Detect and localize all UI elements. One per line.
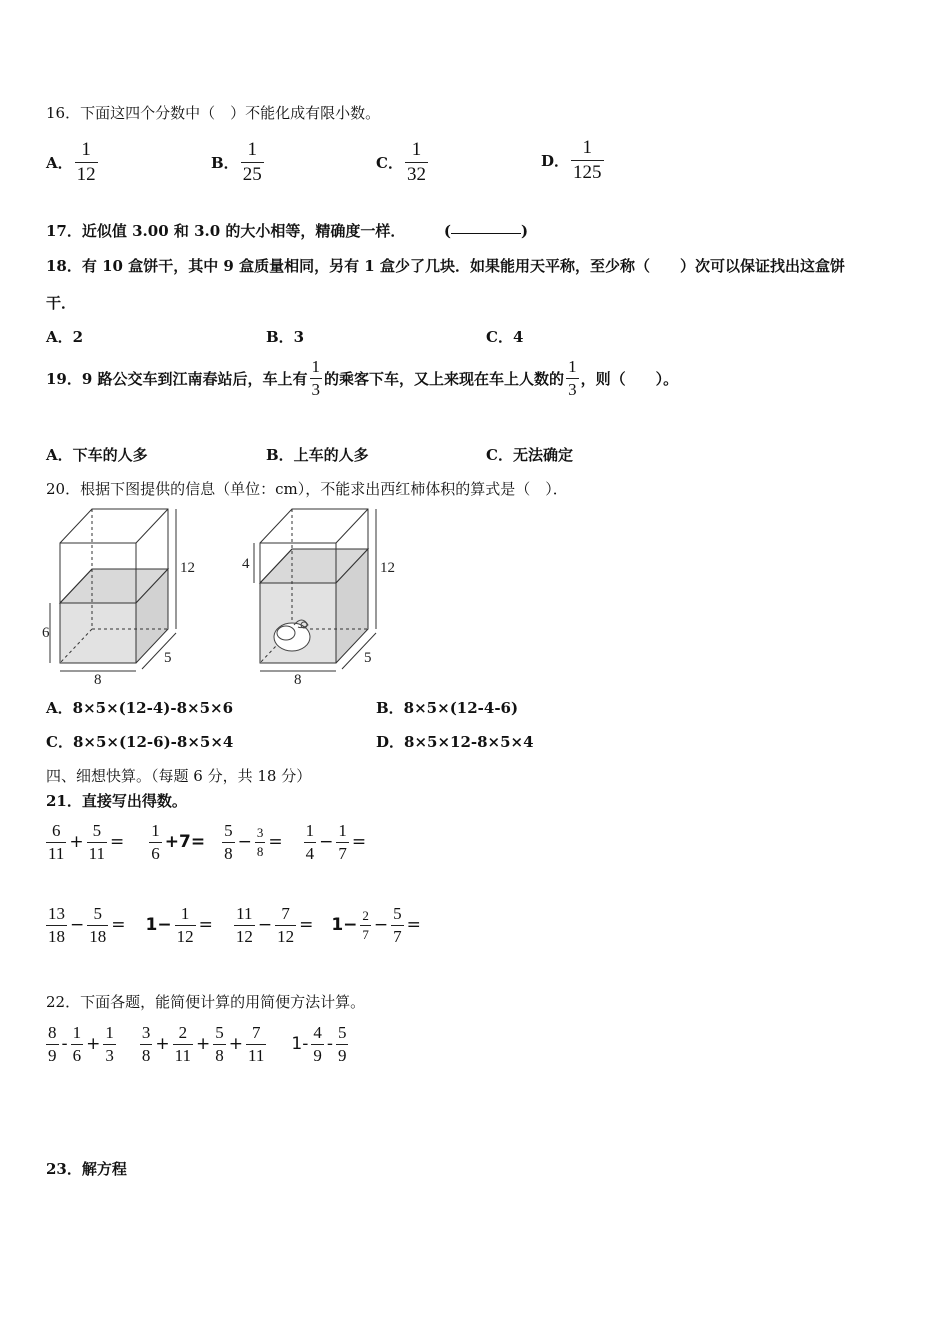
- section4-title: 四、细想快算。（每题 6 分，共 18 分）: [46, 767, 312, 785]
- q20-option-b: B．8×5×(12-4-6): [376, 699, 519, 717]
- q19-option-c: C．无法确定: [486, 446, 573, 464]
- q19-fraction-1: $\frac{1}{3}$: [311, 357, 321, 399]
- q16-option-d: D． $\frac{1}{125}$: [541, 137, 602, 183]
- q16-stem: 16．下面这四个分数中（ ）不能化成有限小数。: [46, 104, 381, 122]
- q20-figure-container-water: [40, 505, 240, 685]
- q18-option-c: C．4: [486, 328, 524, 346]
- q21-stem: 21．直接写出得数。: [46, 792, 187, 810]
- q18-stem-line2: 干．: [46, 294, 77, 312]
- q20-option-c: C．8×5×(12-6)-8×5×4: [46, 733, 234, 751]
- fig2-length-label: 8: [294, 672, 302, 685]
- q20-option-a: A．8×5×(12-4)-8×5×6: [46, 699, 234, 717]
- q22-expressions: $\frac{8}{9}$ - $\frac{1}{6}$ + $\frac{1}{3}$ $\frac{3}{8}$ + $\frac{2}{11}$ + $\frac{5}{8}$ + $\frac{7}{11}$ 1- $\frac{4}{9}$ - $\frac{5}{9}$: [48, 1023, 347, 1065]
- q19-option-b: B．上车的人多: [266, 446, 369, 464]
- q18-option-a: A．2: [46, 328, 84, 346]
- q18-stem-line1: 18．有 10 盒饼干，其中 9 盒质量相同，另有 1 盒少了几块．如果能用天平称，至少称（ ）次可以保证找出这盒饼: [46, 257, 845, 275]
- q21-row1: $\frac{6}{11}$ + $\frac{5}{11}$ = $\frac{1}{6}$ +7= $\frac{5}{8}$ − $\frac{3}{8}$ = $\frac{1}{4}$ − $\frac{1}{7}$ =: [48, 821, 367, 863]
- q20-figure-container-tomato: [240, 505, 440, 685]
- q20-option-d: D．8×5×12-8×5×4: [376, 733, 534, 751]
- q18-option-b: B．3: [266, 328, 305, 346]
- fig1-height-label: 12: [180, 560, 195, 576]
- q22-stem: 22．下面各题，能简便计算的用简便方法计算。: [46, 993, 366, 1011]
- fig2-width-label: 5: [364, 650, 372, 666]
- q19-option-a: A．下车的人多: [46, 446, 148, 464]
- q19-fraction-2: $\frac{1}{3}$: [568, 357, 577, 399]
- fig1-water-label: 6: [42, 625, 50, 641]
- q17-stem: 17．近似值 3.00 和 3.0 的大小相等，精确度一样． ( ): [46, 222, 529, 240]
- q17-answer-blank[interactable]: [451, 232, 521, 234]
- q16-option-c: C． $\frac{1}{32}$: [376, 139, 426, 185]
- q16-option-a: A． $\frac{1}{12}$: [46, 139, 96, 185]
- q23-stem: 23．解方程: [46, 1160, 127, 1178]
- fig1-length-label: 8: [94, 672, 102, 685]
- q20-stem: 20．根据下图提供的信息（单位：cm），不能求出西红柿体积的算式是（ ）．: [46, 480, 568, 498]
- fig2-top-gap-label: 4: [242, 556, 250, 572]
- fig2-height-label: 12: [380, 560, 395, 576]
- q19-stem: 19．9 路公交车到江南春站后，车上有 $\frac{1}{3}$ 的乘客下车，又上来现在车上人数的 $\frac{1}{3}$ ，则（ ）。: [46, 357, 679, 399]
- fig1-width-label: 5: [164, 650, 172, 666]
- q16-option-b: B． $\frac{1}{25}$: [211, 139, 262, 185]
- q21-row2: $\frac{13}{18}$ − $\frac{5}{18}$ = 1− $\frac{1}{12}$ = $\frac{11}{12}$ − $\frac{7}{12}$ = 1− $\frac{2}{7}$ − $\frac{5}{7}$ =: [48, 904, 421, 946]
